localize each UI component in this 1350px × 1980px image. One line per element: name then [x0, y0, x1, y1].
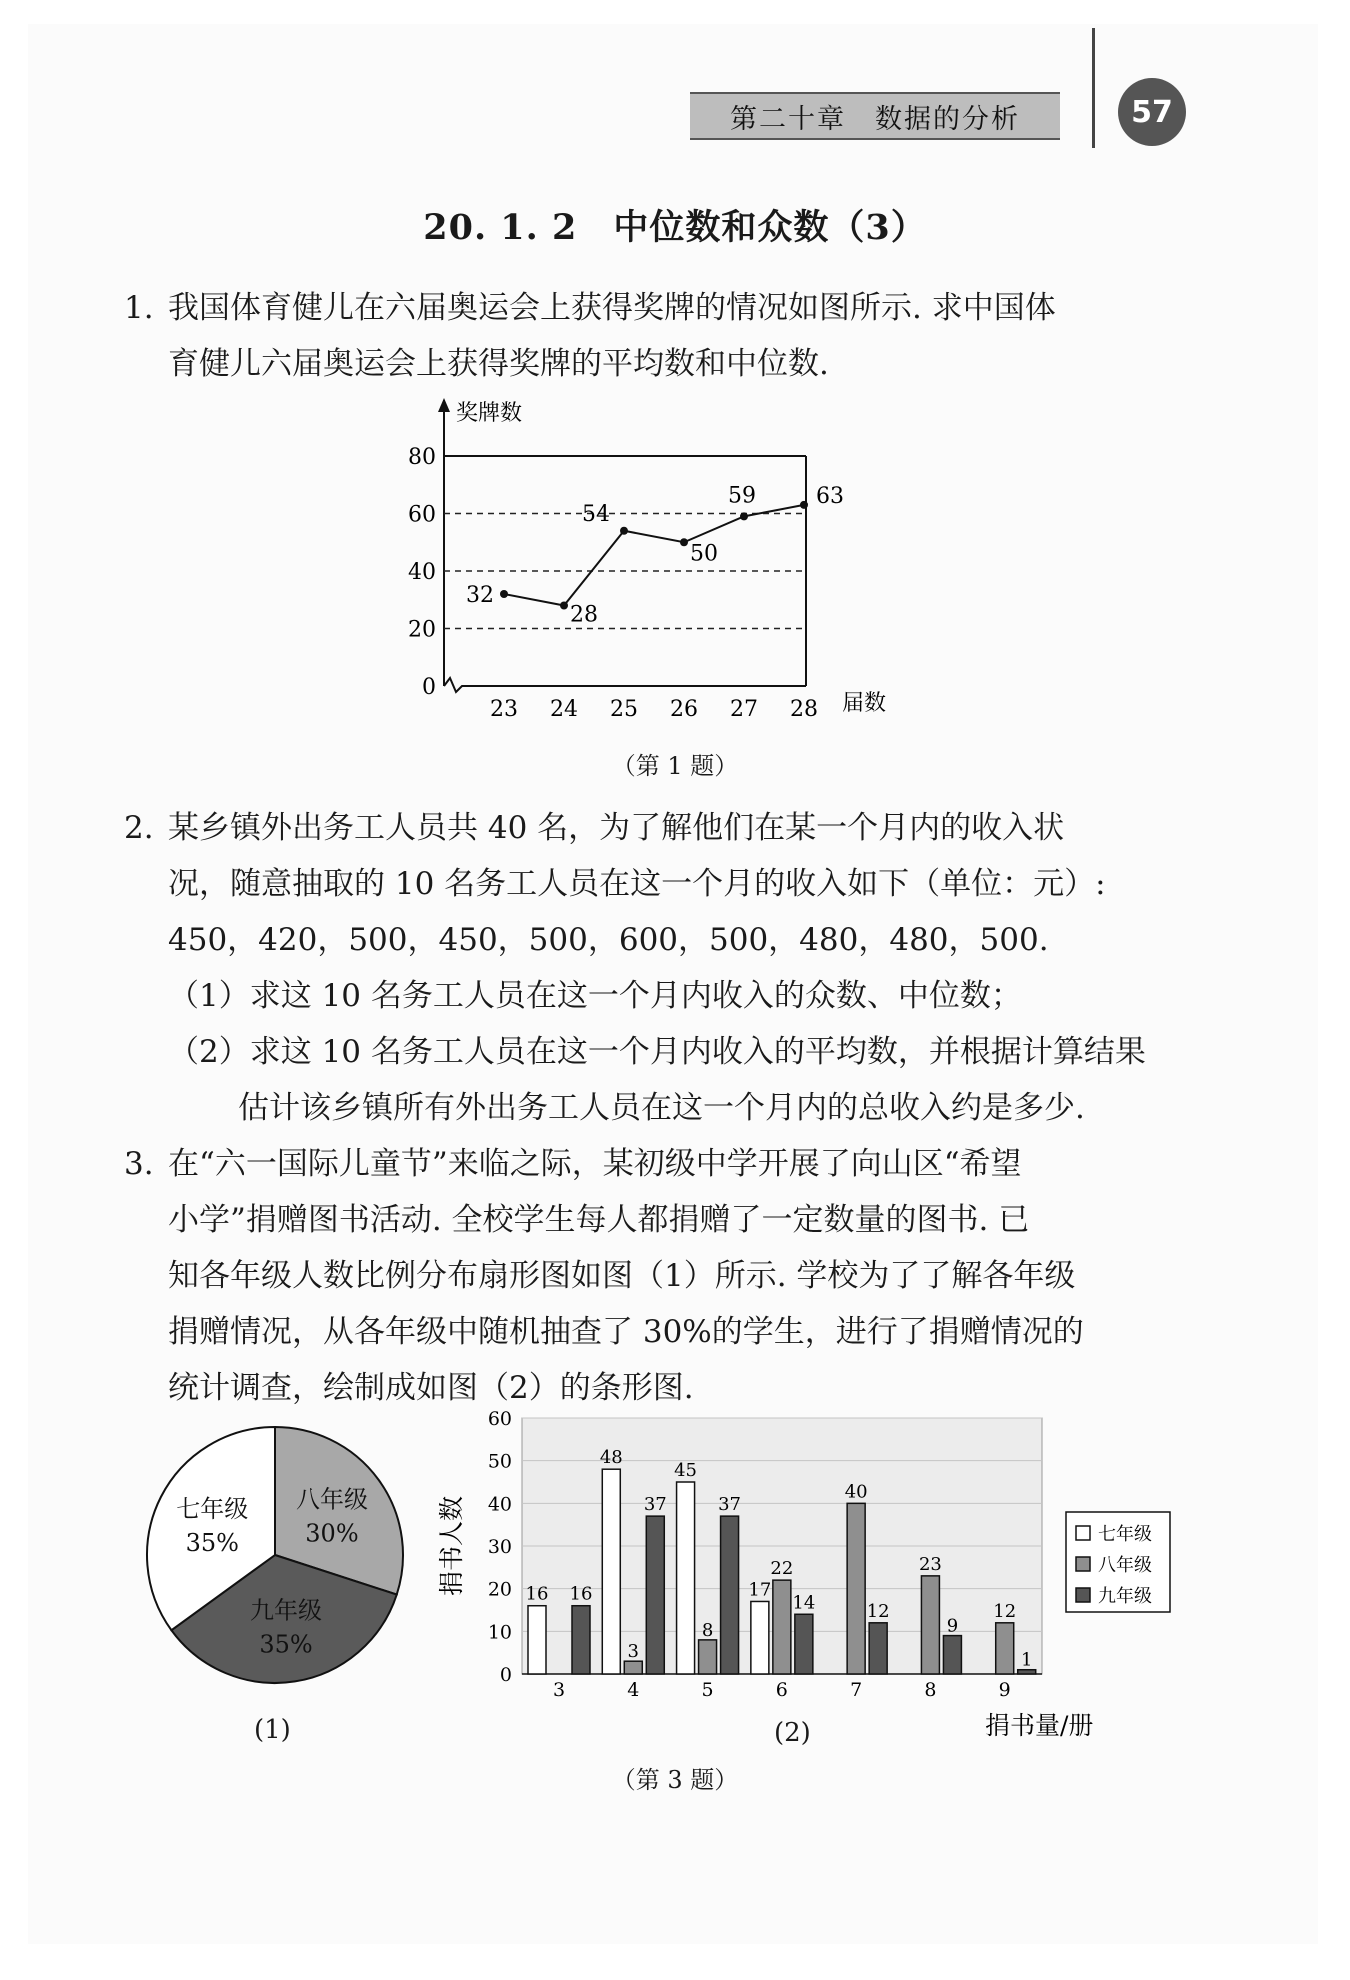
bar: [699, 1640, 717, 1674]
y-tick-label: 60: [487, 1408, 512, 1430]
question-3-line: 知各年级人数比例分布扇形图如图（1）所示. 学校为了了解各年级: [168, 1258, 1076, 1294]
x-tick-label: 26: [670, 697, 698, 722]
question-3-line: 捐赠情况，从各年级中随机抽查了 30%的学生，进行了捐赠情况的: [168, 1314, 1084, 1350]
x-axis-label: 届数: [842, 691, 887, 716]
question-2: [124, 800, 1204, 1136]
y-tick-label: 20: [408, 617, 436, 643]
figure-2-label: (2): [774, 1718, 811, 1748]
legend-swatch: [1076, 1588, 1090, 1602]
y-tick-label: 10: [487, 1621, 512, 1644]
bar: [943, 1636, 961, 1674]
bar-value-label: 23: [918, 1553, 942, 1575]
data-label: 28: [570, 602, 598, 628]
question-2-line: 某乡镇外出务工人员共 40 名，为了解他们在某一个月内的收入状: [168, 810, 1065, 846]
section-title: 20. 1. 2 中位数和众数（3）: [423, 207, 927, 248]
legend-label: 七年级: [1098, 1524, 1152, 1545]
question-3-line: 统计调查，绘制成如图（2）的条形图.: [168, 1370, 694, 1406]
y-axis-label: 捐书人数: [437, 1495, 466, 1597]
y-tick-label: 60: [408, 502, 436, 528]
question-2-part-2: （2）求这 10 名务工人员在这一个月内收入的平均数，并根据计算结果: [168, 1034, 1146, 1070]
question-2-part-2-cont: 估计该乡镇所有外出务工人员在这一个月内的总收入约是多少.: [238, 1090, 1085, 1126]
question-1-caption: （第 1 题）: [611, 752, 739, 780]
question-2-part-1: （1）求这 10 名务工人员在这一个月内收入的众数、中位数；: [168, 978, 1022, 1014]
chapter-header: 第二十章 数据的分析: [690, 92, 1060, 140]
bar-value-label: 1: [1020, 1649, 1033, 1671]
bar: [646, 1516, 664, 1674]
question-3: [124, 1136, 1204, 1416]
bar-value-label: 37: [643, 1494, 667, 1516]
question-2-data: 450，420，500，450，500，600，500，480，480，500.: [168, 922, 1049, 958]
data-point: [740, 512, 748, 520]
y-tick-label: 30: [487, 1536, 512, 1558]
question-1-number: 1.: [124, 290, 154, 326]
header-divider: [1092, 28, 1095, 148]
bar-value-label: 14: [792, 1592, 816, 1614]
question-1-line: 我国体育健儿在六届奥运会上获得奖牌的情况如图所示. 求中国体: [168, 290, 1056, 326]
y-tick-label: 0: [422, 675, 436, 700]
bar: [869, 1623, 887, 1674]
data-label: 54: [582, 501, 610, 527]
bar: [751, 1601, 769, 1674]
y-tick-label: 50: [487, 1450, 512, 1473]
y-axis-label: 奖牌数: [456, 401, 523, 426]
pie-slice-label: 九年级: [250, 1596, 323, 1625]
bar-value-label: 8: [701, 1619, 714, 1641]
bar-value-label: 17: [748, 1579, 772, 1601]
bar: [721, 1516, 739, 1674]
pie-slice-label: 八年级: [295, 1485, 368, 1514]
data-label: 63: [816, 483, 844, 509]
donation-bar-chart: [430, 1400, 1190, 1760]
x-axis-label: 捐书量/册: [985, 1711, 1094, 1740]
bar-value-label: 45: [674, 1460, 698, 1481]
bar: [996, 1623, 1014, 1674]
legend-label: 八年级: [1098, 1555, 1152, 1576]
y-tick-label: 0: [499, 1664, 512, 1686]
bar-value-label: 12: [866, 1600, 890, 1622]
x-tick-label: 9: [998, 1679, 1011, 1701]
page-number: 57: [1118, 78, 1186, 146]
pie-slice-label: 七年级: [176, 1495, 249, 1524]
bar: [795, 1614, 813, 1674]
y-tick-label: 40: [408, 560, 436, 585]
x-tick-label: 3: [552, 1679, 566, 1701]
bar-value-label: 16: [525, 1583, 549, 1605]
question-2-line: 况，随意抽取的 10 名务工人员在这一个月的收入如下（单位：元）:: [168, 866, 1106, 902]
question-1: [124, 280, 1204, 392]
data-label: 50: [690, 541, 718, 567]
data-label: 59: [728, 483, 756, 509]
bar-value-label: 37: [718, 1494, 742, 1516]
x-tick-label: 24: [550, 697, 578, 722]
x-tick-label: 6: [775, 1679, 788, 1701]
bar-value-label: 12: [993, 1600, 1017, 1622]
question-3-line: 在“六一国际儿童节”来临之际，某初级中学开展了向山区“希望: [168, 1146, 1022, 1182]
x-tick-label: 7: [850, 1679, 863, 1701]
data-point: [560, 602, 568, 610]
pie-slice-percent: 30%: [305, 1519, 359, 1548]
bar-value-label: 48: [599, 1447, 623, 1469]
x-tick-label: 5: [701, 1679, 714, 1701]
bar: [921, 1576, 939, 1674]
medal-line-chart: [380, 390, 920, 730]
figure-1-label: (1): [254, 1715, 291, 1745]
bar-value-label: 22: [770, 1558, 794, 1580]
bar-value-label: 3: [627, 1641, 640, 1663]
question-2-number: 2.: [124, 810, 154, 846]
legend-swatch: [1076, 1526, 1090, 1540]
grade-pie-chart: [135, 1415, 415, 1695]
x-tick-label: 8: [924, 1679, 937, 1701]
y-tick-label: 80: [408, 445, 436, 470]
y-tick-label: 40: [487, 1493, 512, 1516]
x-tick-label: 23: [490, 697, 518, 722]
x-tick-label: 28: [790, 697, 818, 722]
legend-label: 九年级: [1098, 1586, 1152, 1607]
y-axis-arrow: [438, 398, 450, 412]
question-3-line: 小学”捐赠图书活动. 全校学生每人都捐赠了一定数量的图书. 已: [168, 1202, 1030, 1238]
bar: [847, 1503, 865, 1674]
bar: [528, 1606, 546, 1674]
x-tick-label: 27: [730, 697, 758, 722]
data-point: [500, 590, 508, 598]
question-1-line: 育健儿六届奥运会上获得奖牌的平均数和中位数.: [168, 346, 829, 382]
bar: [677, 1482, 695, 1674]
data-label: 32: [466, 583, 494, 608]
bar-value-label: 16: [569, 1583, 593, 1605]
bar: [572, 1606, 590, 1674]
bar: [773, 1580, 791, 1674]
bar: [602, 1469, 620, 1674]
bar-value-label: 40: [844, 1481, 868, 1503]
data-point: [620, 527, 628, 535]
pie-slice-percent: 35%: [259, 1630, 313, 1659]
y-tick-label: 20: [487, 1578, 512, 1601]
x-tick-label: 25: [610, 697, 638, 722]
data-point: [800, 501, 808, 509]
pie-slice-percent: 35%: [185, 1529, 239, 1558]
question-3-number: 3.: [124, 1146, 154, 1182]
series-line: [504, 505, 804, 606]
bar-value-label: 9: [946, 1615, 959, 1637]
question-3-caption: （第 3 题）: [611, 1766, 739, 1794]
legend-swatch: [1076, 1557, 1090, 1571]
x-tick-label: 4: [627, 1679, 640, 1701]
bar: [624, 1661, 642, 1674]
x-axis: [444, 678, 806, 692]
data-point: [680, 538, 688, 546]
